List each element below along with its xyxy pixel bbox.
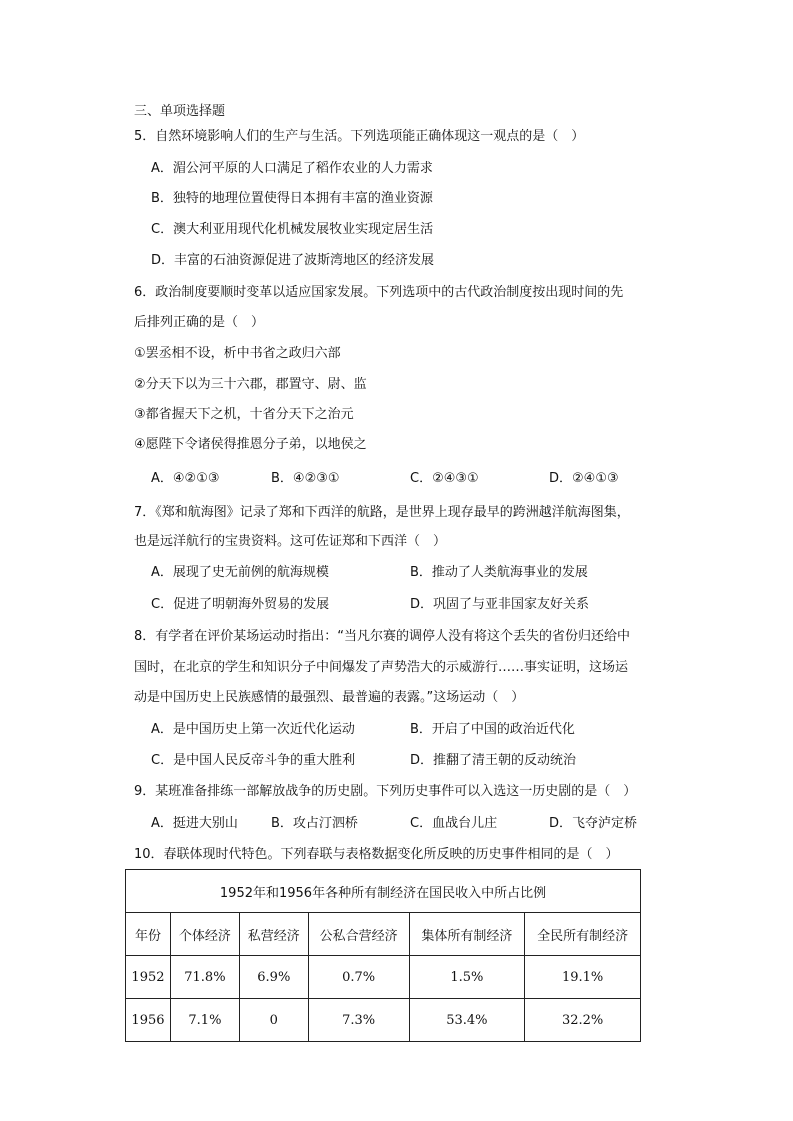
table-cell: 7.1%: [170, 999, 239, 1042]
table-cell: 0.7%: [308, 956, 409, 999]
question-7-option-a: A．展现了史无前例的航海规模: [151, 565, 329, 580]
table-cell: 53.4%: [409, 999, 525, 1042]
table-header-joint: 公私合营经济: [308, 913, 409, 956]
table-cell-year: 1956: [126, 999, 171, 1042]
section-title: 三、单项选择题: [134, 104, 226, 119]
question-8-option-c: C．是中国人民反帝斗争的重大胜利: [151, 753, 356, 768]
table-header-private: 私营经济: [239, 913, 308, 956]
ownership-income-table: [125, 869, 641, 1042]
question-6-statement-4: ④愿陛下令诸侯得推恩分子弟，以地侯之: [134, 437, 367, 452]
table-header-individual: 个体经济: [170, 913, 239, 956]
question-5-option-b: B．独特的地理位置使得日本拥有丰富的渔业资源: [151, 191, 433, 206]
question-9-option-a: A．挺进大别山: [151, 816, 238, 831]
question-10-stem: 10．春联体现时代特色。下列春联与表格数据变化所反映的历史事件相同的是（ ）: [134, 847, 619, 862]
question-7-stem-line2: 也是远洋航行的宝贵资料。这可佐证郑和下西洋（ ）: [134, 534, 447, 549]
question-5-stem: 5．自然环境影响人们的生产与生活。下列选项能正确体现这一观点的是（ ）: [134, 129, 585, 144]
table-header-year: 年份: [126, 913, 171, 956]
table-cell: 19.1%: [525, 956, 641, 999]
question-8-stem-line2: 国时，在北京的学生和知识分子中间爆发了声势浩大的示威游行……事实证明，这场运: [134, 660, 629, 675]
question-5-option-a: A．湄公河平原的人口满足了稻作农业的人力需求: [151, 161, 433, 176]
question-8-option-a: A．是中国历史上第一次近代化运动: [151, 722, 355, 737]
question-8-option-b: B．开启了中国的政治近代化: [410, 722, 575, 737]
question-6-stem-line1: 6．政治制度要顺时变革以适应国家发展。下列选项中的古代政治制度按出现时间的先: [134, 285, 624, 300]
table-header-state: 全民所有制经济: [525, 913, 641, 956]
table-cell: 7.3%: [308, 999, 409, 1042]
question-9-option-b: B．攻占汀泗桥: [271, 816, 358, 831]
table-cell: 6.9%: [239, 956, 308, 999]
table-cell-year: 1952: [126, 956, 171, 999]
table-header-row: [126, 913, 641, 956]
question-6-statement-2: ②分天下以为三十六郡，郡置守、尉、监: [134, 377, 367, 392]
question-7-option-b: B．推动了人类航海事业的发展: [410, 565, 588, 580]
table-cell: 71.8%: [170, 956, 239, 999]
table-cell: 0: [239, 999, 308, 1042]
question-6-option-a: A．④②①③: [151, 471, 220, 486]
table-header-collective: 集体所有制经济: [409, 913, 525, 956]
question-6-option-b: B．④②③①: [271, 471, 340, 486]
table-cell: 1.5%: [409, 956, 525, 999]
question-9-stem: 9．某班准备排练一部解放战争的历史剧。下列历史事件可以入选这一历史剧的是（ ）: [134, 784, 637, 799]
question-6-option-c: C．②④③①: [410, 471, 479, 486]
table-title-row: [126, 870, 641, 913]
question-6-statement-1: ①罢丞相不设，析中书省之政归六部: [134, 346, 341, 361]
question-5-option-d: D．丰富的石油资源促进了波斯湾地区的经济发展: [151, 253, 435, 268]
question-9-option-d: D．飞夺泸定桥: [549, 816, 638, 831]
question-8-option-d: D．推翻了清王朝的反动统治: [410, 753, 577, 768]
table-row: [126, 956, 641, 999]
table-title: 1952年和1956年各种所有制经济在国民收入中所占比例: [126, 870, 641, 913]
question-7-stem-line1: 7．《郑和航海图》记录了郑和下西洋的航路，是世界上现存最早的跨洲越洋航海图集，: [134, 505, 630, 520]
question-8-stem-line3: 动是中国历史上民族感情的最强烈、最普遍的表露。”这场运动（ ）: [134, 690, 525, 705]
question-7-option-d: D．巩固了与亚非国家友好关系: [410, 597, 590, 612]
table-cell: 32.2%: [525, 999, 641, 1042]
question-6-stem-line2: 后排列正确的是（ ）: [134, 315, 265, 330]
question-5-option-c: C．澳大利亚用现代化机械发展牧业实现定居生活: [151, 222, 434, 237]
question-7-option-c: C．促进了明朝海外贸易的发展: [151, 597, 330, 612]
table-row: [126, 999, 641, 1042]
question-6-option-d: D．②④①③: [549, 471, 619, 486]
question-9-option-c: C．血战台儿庄: [410, 816, 498, 831]
question-8-stem-line1: 8．有学者在评价某场运动时指出：“当凡尔赛的调停人没有将这个丢失的省份归还给中: [134, 629, 631, 644]
question-6-statement-3: ③都省握天下之机，十省分天下之治元: [134, 407, 354, 422]
